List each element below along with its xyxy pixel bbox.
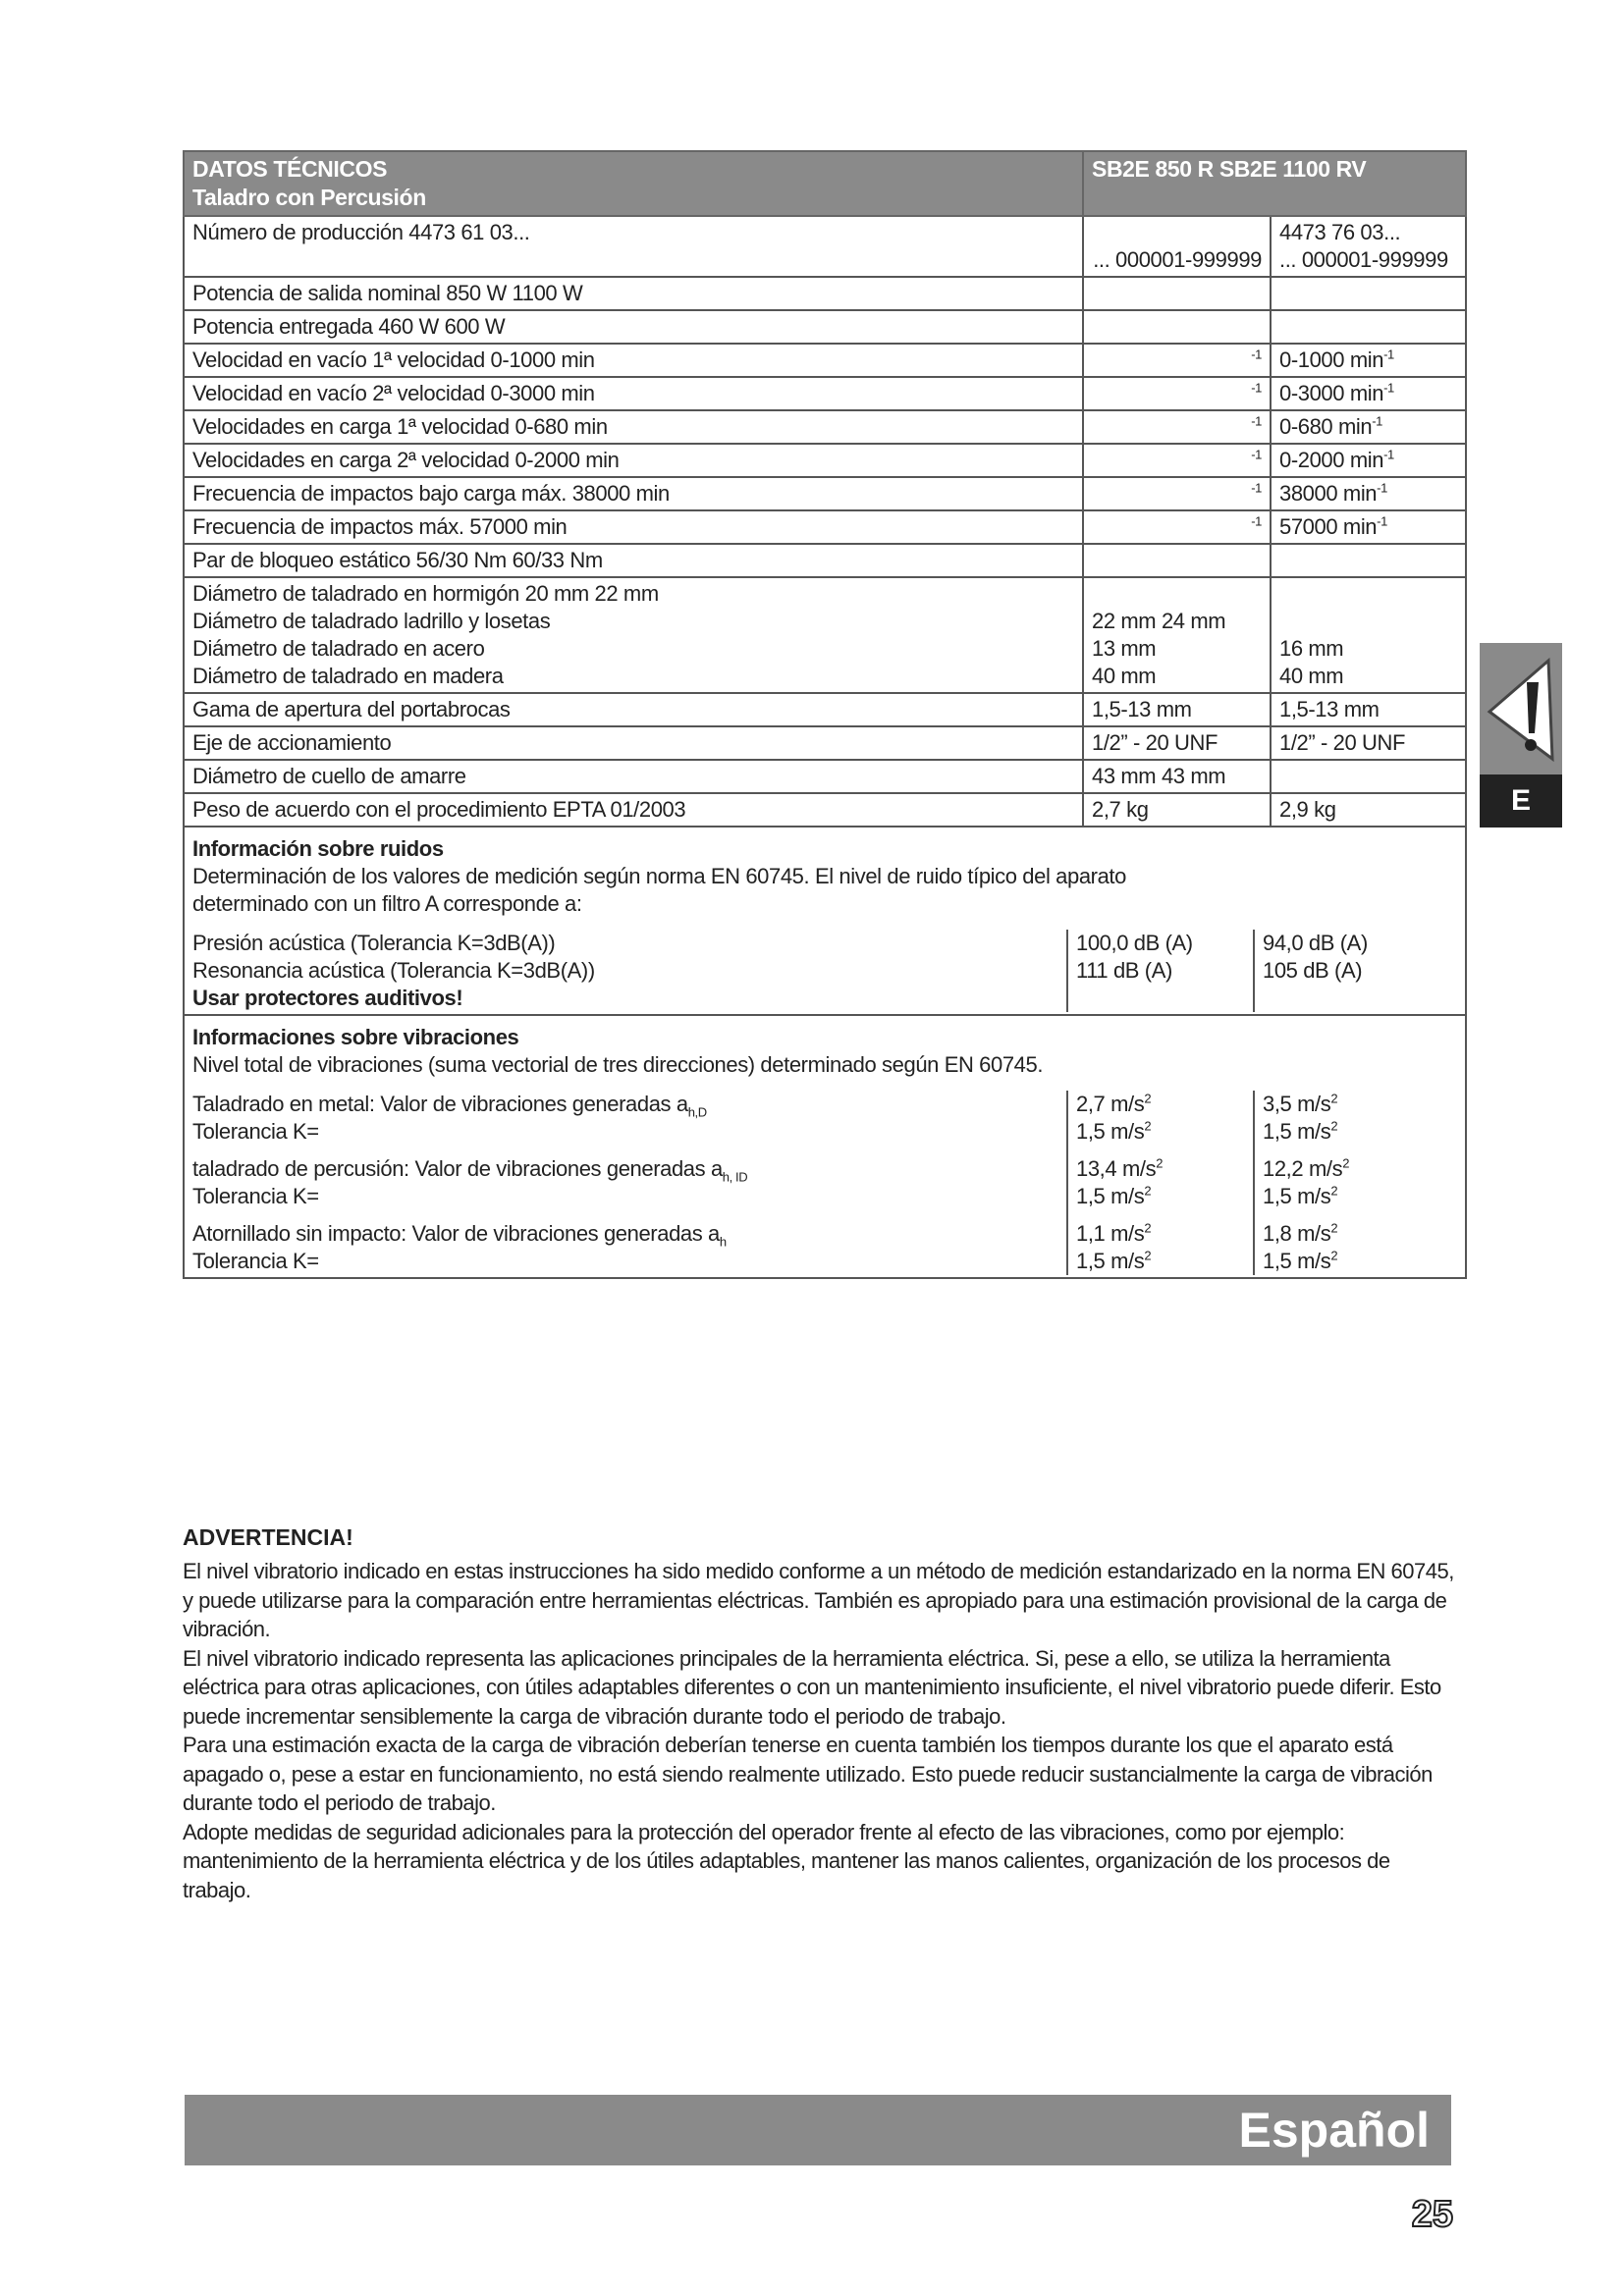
exponent: -1 xyxy=(1251,513,1262,529)
dia-wood-value-2: 40 mm xyxy=(1279,664,1344,688)
exponent: 2 xyxy=(1144,1248,1152,1263)
exponent: -1 xyxy=(1372,413,1382,429)
spec-value-empty xyxy=(1271,760,1466,793)
exponent: 2 xyxy=(1144,1118,1152,1134)
exponent: 2 xyxy=(1156,1155,1164,1171)
spec-value-spindle-2 xyxy=(1271,726,1466,760)
noise-section xyxy=(184,827,1466,1015)
footer-language: Español xyxy=(1238,2103,1430,2158)
exponent: -1 xyxy=(1377,513,1387,529)
exponent: -1 xyxy=(1251,380,1262,396)
spec-value-speed1-2 xyxy=(1271,344,1466,377)
dia-brick-label: Diámetro de taladrado ladrillo y losetas xyxy=(192,609,551,633)
unit: m/s xyxy=(1297,1249,1331,1273)
unit: m/s xyxy=(1297,1092,1331,1116)
spec-value-load2-1 xyxy=(1083,444,1271,477)
spec-value-impact-load-2 xyxy=(1271,477,1466,510)
spec-value-weight-2 xyxy=(1271,793,1466,827)
vibration-title: Informaciones sobre vibraciones xyxy=(192,1025,519,1049)
technical-data-table xyxy=(183,150,1467,1279)
collar-label: Diámetro de cuello de amarre xyxy=(192,764,466,788)
exponent: -1 xyxy=(1383,347,1394,362)
vib-impact-tol-1: 1,5 xyxy=(1076,1184,1106,1208)
footer-language-bar xyxy=(185,2095,1451,2165)
load2-value: 0-2000 min xyxy=(1279,448,1384,472)
sound-power-label: Resonancia acústica (Tolerancia K=3dB(A)) xyxy=(192,958,595,983)
spec-label-weight xyxy=(184,793,1083,827)
spec-value-impact-max-2 xyxy=(1271,510,1466,544)
vibration-section xyxy=(184,1015,1466,1278)
exponent: -1 xyxy=(1251,447,1262,462)
sound-pressure-value-1: 100,0 dB (A) xyxy=(1076,931,1193,955)
vib-screw-tol-1: 1,5 xyxy=(1076,1249,1106,1273)
weight-value-1: 2,7 kg xyxy=(1092,797,1149,822)
spec-label-impact-load xyxy=(184,477,1083,510)
spec-label-spindle xyxy=(184,726,1083,760)
vibration-description: Nivel total de vibraciones (suma vectorial de tres direcciones) determinado según EN 60745. xyxy=(192,1052,1044,1077)
chuck-value-1: 1,5-13 mm xyxy=(1092,697,1192,721)
page-number: 25 xyxy=(1411,2194,1453,2235)
vib-impact-value-2: 12,2 xyxy=(1263,1156,1304,1181)
header-models-text: SB2E 850 R SB2E 1100 RV xyxy=(1092,156,1367,182)
impact-max-value: 57000 min xyxy=(1279,514,1378,539)
sound-pressure-label: Presión acústica (Tolerancia K=3dB(A)) xyxy=(192,931,556,955)
production-range-1: ... 000001-999999 xyxy=(1093,247,1262,272)
spec-label-load2 xyxy=(184,444,1083,477)
unit: m/s xyxy=(1297,1221,1331,1246)
dia-wood-label: Diámetro de taladrado en madera xyxy=(192,664,504,688)
vib-screw-value-2: 1,8 xyxy=(1263,1221,1292,1246)
spec-value-empty xyxy=(1271,310,1466,344)
vib-screw-value-1: 1,1 xyxy=(1076,1221,1106,1246)
vib-impact-label: taladrado de percusión: Valor de vibraciones generadas a xyxy=(192,1156,723,1181)
spec-value-speed2-1 xyxy=(1083,377,1271,410)
side-tab-letter: E xyxy=(1480,774,1562,828)
spec-value-impact-load-1 xyxy=(1083,477,1271,510)
sound-power-value-2: 105 dB (A) xyxy=(1263,958,1363,983)
spec-value-production-1 xyxy=(1083,216,1271,277)
dia-wood-value-1: 40 mm xyxy=(1092,664,1157,688)
spec-label-speed1 xyxy=(184,344,1083,377)
spec-value-empty xyxy=(1083,544,1271,577)
exponent: -1 xyxy=(1251,413,1262,429)
production-range-2: ... 000001-999999 xyxy=(1279,247,1448,272)
spec-label-impact-max xyxy=(184,510,1083,544)
spec-label-collar xyxy=(184,760,1083,793)
spec-value-load2-2 xyxy=(1271,444,1466,477)
torque-label: Par de bloqueo estático 56/30 Nm 60/33 Nm xyxy=(192,548,603,572)
chuck-label: Gama de apertura del portabrocas xyxy=(192,697,511,721)
warning-paragraph-4: Adopte medidas de seguridad adicionales para la protección del operador frente al efecto de las vibraciones, como por ejemplo: mantenimiento de la herramienta eléctrica y de los útiles adaptables, mantener las manos calientes, organización de los procesos de trabajo. xyxy=(183,1819,1390,1902)
vib-tolerance-label: Tolerancia K= xyxy=(192,1249,319,1273)
vib-metal-tol-2: 1,5 xyxy=(1263,1119,1292,1144)
header-subtitle: Taladro con Percusión xyxy=(192,185,426,210)
side-tab-icon-area xyxy=(1480,643,1562,774)
spec-label-power-output xyxy=(184,310,1083,344)
vib-screw-tol-2: 1,5 xyxy=(1263,1249,1292,1273)
spec-value-load1-2 xyxy=(1271,410,1466,444)
unit: m/s xyxy=(1308,1156,1343,1181)
spec-value-load1-1 xyxy=(1083,410,1271,444)
spec-label-chuck xyxy=(184,693,1083,726)
unit: m/s xyxy=(1110,1119,1145,1144)
exponent: 2 xyxy=(1330,1091,1338,1106)
speed2-value: 0-3000 min xyxy=(1279,381,1384,405)
vib-impact-subscript: h, ID xyxy=(722,1169,748,1185)
header-title: DATOS TÉCNICOS xyxy=(192,156,388,182)
speed1-label: Velocidad en vacío 1ª velocidad 0-1000 min xyxy=(192,347,595,372)
unit: m/s xyxy=(1297,1184,1331,1208)
exponent: -1 xyxy=(1251,480,1262,496)
vib-impact-tol-2: 1,5 xyxy=(1263,1184,1292,1208)
language-side-tab xyxy=(1480,643,1562,828)
dia-steel-value-1: 13 mm xyxy=(1092,636,1157,661)
warning-exclamation-icon xyxy=(1480,643,1562,774)
spec-value-chuck-2 xyxy=(1271,693,1466,726)
spec-value-empty xyxy=(1271,277,1466,310)
spec-value-impact-max-1 xyxy=(1083,510,1271,544)
spec-value-empty xyxy=(1083,310,1271,344)
load1-value: 0-680 min xyxy=(1279,414,1373,439)
vib-screw-subscript: h xyxy=(719,1234,727,1250)
power-output-label: Potencia entregada 460 W 600 W xyxy=(192,314,506,339)
header-models xyxy=(1083,151,1367,216)
warning-paragraph-1: El nivel vibratorio indicado en estas instrucciones ha sido medido conforme a un método de medición estandarizado en la norma EN 60745, y puede utilizarse para la comparación entre herramientas eléctricas. También es apropiado para una estimación provisional de la carga de vibración. xyxy=(183,1559,1454,1641)
unit: m/s xyxy=(1110,1249,1145,1273)
spec-value-empty xyxy=(1083,277,1271,310)
noise-description: Determinación de los valores de medición según norma EN 60745. El nivel de ruido típico del aparato determinado con un filtro A corresponde a: xyxy=(192,864,1126,916)
ear-protection-notice: Usar protectores auditivos! xyxy=(192,986,463,1010)
dia-steel-label: Diámetro de taladrado en acero xyxy=(192,636,485,661)
exponent: 2 xyxy=(1330,1220,1338,1236)
vib-metal-tol-1: 1,5 xyxy=(1076,1119,1106,1144)
exponent: -1 xyxy=(1251,347,1262,362)
power-nominal-label: Potencia de salida nominal 850 W 1100 W xyxy=(192,281,583,305)
vib-metal-value-1: 2,7 xyxy=(1076,1092,1106,1116)
vib-tolerance-label: Tolerancia K= xyxy=(192,1184,319,1208)
speed1-value: 0-1000 min xyxy=(1279,347,1384,372)
vib-impact-value-1: 13,4 xyxy=(1076,1156,1117,1181)
spec-value-diameters-1 xyxy=(1083,577,1271,693)
dia-concrete-label: Diámetro de taladrado en hormigón 20 mm 22 mm xyxy=(192,581,659,606)
collar-value: 43 mm 43 mm xyxy=(1092,764,1226,788)
exponent: 2 xyxy=(1342,1155,1350,1171)
noise-values xyxy=(185,930,1457,1012)
impact-load-value: 38000 min xyxy=(1279,481,1378,506)
exponent: 2 xyxy=(1144,1183,1152,1199)
table-header-title xyxy=(184,151,1083,216)
exponent: 2 xyxy=(1330,1248,1338,1263)
spec-label-torque xyxy=(184,544,1083,577)
unit: m/s xyxy=(1121,1156,1157,1181)
spec-label-speed2 xyxy=(184,377,1083,410)
vib-metal-label: Taladrado en metal: Valor de vibraciones generadas a xyxy=(192,1092,688,1116)
vib-screw-label: Atornillado sin impacto: Valor de vibraciones generadas a xyxy=(192,1221,720,1246)
warning-paragraph-3: Para una estimación exacta de la carga de vibración deberían tenerse en cuenta también los tiempos durante los que el aparato está apagado o, pese a estar en funcionamiento, no está siendo realmente utilizado. Esto puede reducir sustancialmente la carga de vibración durante todo el periodo de trabajo. xyxy=(183,1733,1433,1815)
spec-label-production xyxy=(184,216,1083,277)
exponent: 2 xyxy=(1330,1118,1338,1134)
spec-value-speed1-1 xyxy=(1083,344,1271,377)
sound-power-value-1: 111 dB (A) xyxy=(1076,958,1172,983)
spec-label-load1 xyxy=(184,410,1083,444)
speed2-label: Velocidad en vacío 2ª velocidad 0-3000 min xyxy=(192,381,595,405)
spec-value-spindle-1 xyxy=(1083,726,1271,760)
unit: m/s xyxy=(1110,1092,1145,1116)
weight-value-2: 2,9 kg xyxy=(1279,797,1336,822)
spindle-value-1: 1/2” - 20 UNF xyxy=(1092,730,1218,755)
spec-value-diameters-2 xyxy=(1271,577,1466,693)
spec-value-chuck-1 xyxy=(1083,693,1271,726)
warning-text xyxy=(183,1557,1459,1904)
spec-value-empty xyxy=(1271,544,1466,577)
spindle-value-2: 1/2” - 20 UNF xyxy=(1279,730,1406,755)
spec-label-power-nominal xyxy=(184,277,1083,310)
spec-value-speed2-2 xyxy=(1271,377,1466,410)
chuck-value-2: 1,5-13 mm xyxy=(1279,697,1380,721)
noise-title: Información sobre ruidos xyxy=(192,836,444,861)
weight-label: Peso de acuerdo con el procedimiento EPTA 01/2003 xyxy=(192,797,686,822)
production-number-2: 4473 76 03... xyxy=(1279,220,1401,244)
spindle-label: Eje de accionamiento xyxy=(192,730,392,755)
warning-title: ADVERTENCIA! xyxy=(183,1524,353,1550)
exponent: 2 xyxy=(1144,1220,1152,1236)
vib-metal-subscript: h,D xyxy=(687,1104,707,1120)
vibration-values xyxy=(185,1091,1457,1275)
spec-value-weight-1 xyxy=(1083,793,1271,827)
load2-label: Velocidades en carga 2ª velocidad 0-2000 min xyxy=(192,448,620,472)
vib-tolerance-label: Tolerancia K= xyxy=(192,1119,319,1144)
exponent: -1 xyxy=(1383,380,1394,396)
exponent: 2 xyxy=(1144,1091,1152,1106)
exponent: -1 xyxy=(1377,480,1387,496)
unit: m/s xyxy=(1110,1221,1145,1246)
exponent: 2 xyxy=(1330,1183,1338,1199)
warning-paragraph-2: El nivel vibratorio indicado representa las aplicaciones principales de la herramienta eléctrica. Si, pese a ello, se utiliza la herramienta eléctrica para otras aplicaciones, con útiles adaptables diferentes o con un mantenimiento insuficiente, el nivel vibratorio puede diferir. Esto puede incrementar sensiblemente la carga de vibración durante todo el periodo de trabajo. xyxy=(183,1645,1441,1729)
impact-max-label: Frecuencia de impactos máx. 57000 min xyxy=(192,514,568,539)
load1-label: Velocidades en carga 1ª velocidad 0-680 min xyxy=(192,414,608,439)
production-number-label: Número de producción 4473 61 03... xyxy=(192,220,530,244)
vib-metal-value-2: 3,5 xyxy=(1263,1092,1292,1116)
dia-brick-value: 22 mm 24 mm xyxy=(1092,609,1226,633)
impact-load-label: Frecuencia de impactos bajo carga máx. 38000 min xyxy=(192,481,670,506)
sound-pressure-value-2: 94,0 dB (A) xyxy=(1263,931,1368,955)
exponent: -1 xyxy=(1383,447,1394,462)
spec-label-diameters xyxy=(184,577,1083,693)
unit: m/s xyxy=(1110,1184,1145,1208)
spec-value-production-2 xyxy=(1271,216,1466,277)
unit: m/s xyxy=(1297,1119,1331,1144)
spec-value-collar-1 xyxy=(1083,760,1271,793)
dia-steel-value-2: 16 mm xyxy=(1279,636,1344,661)
